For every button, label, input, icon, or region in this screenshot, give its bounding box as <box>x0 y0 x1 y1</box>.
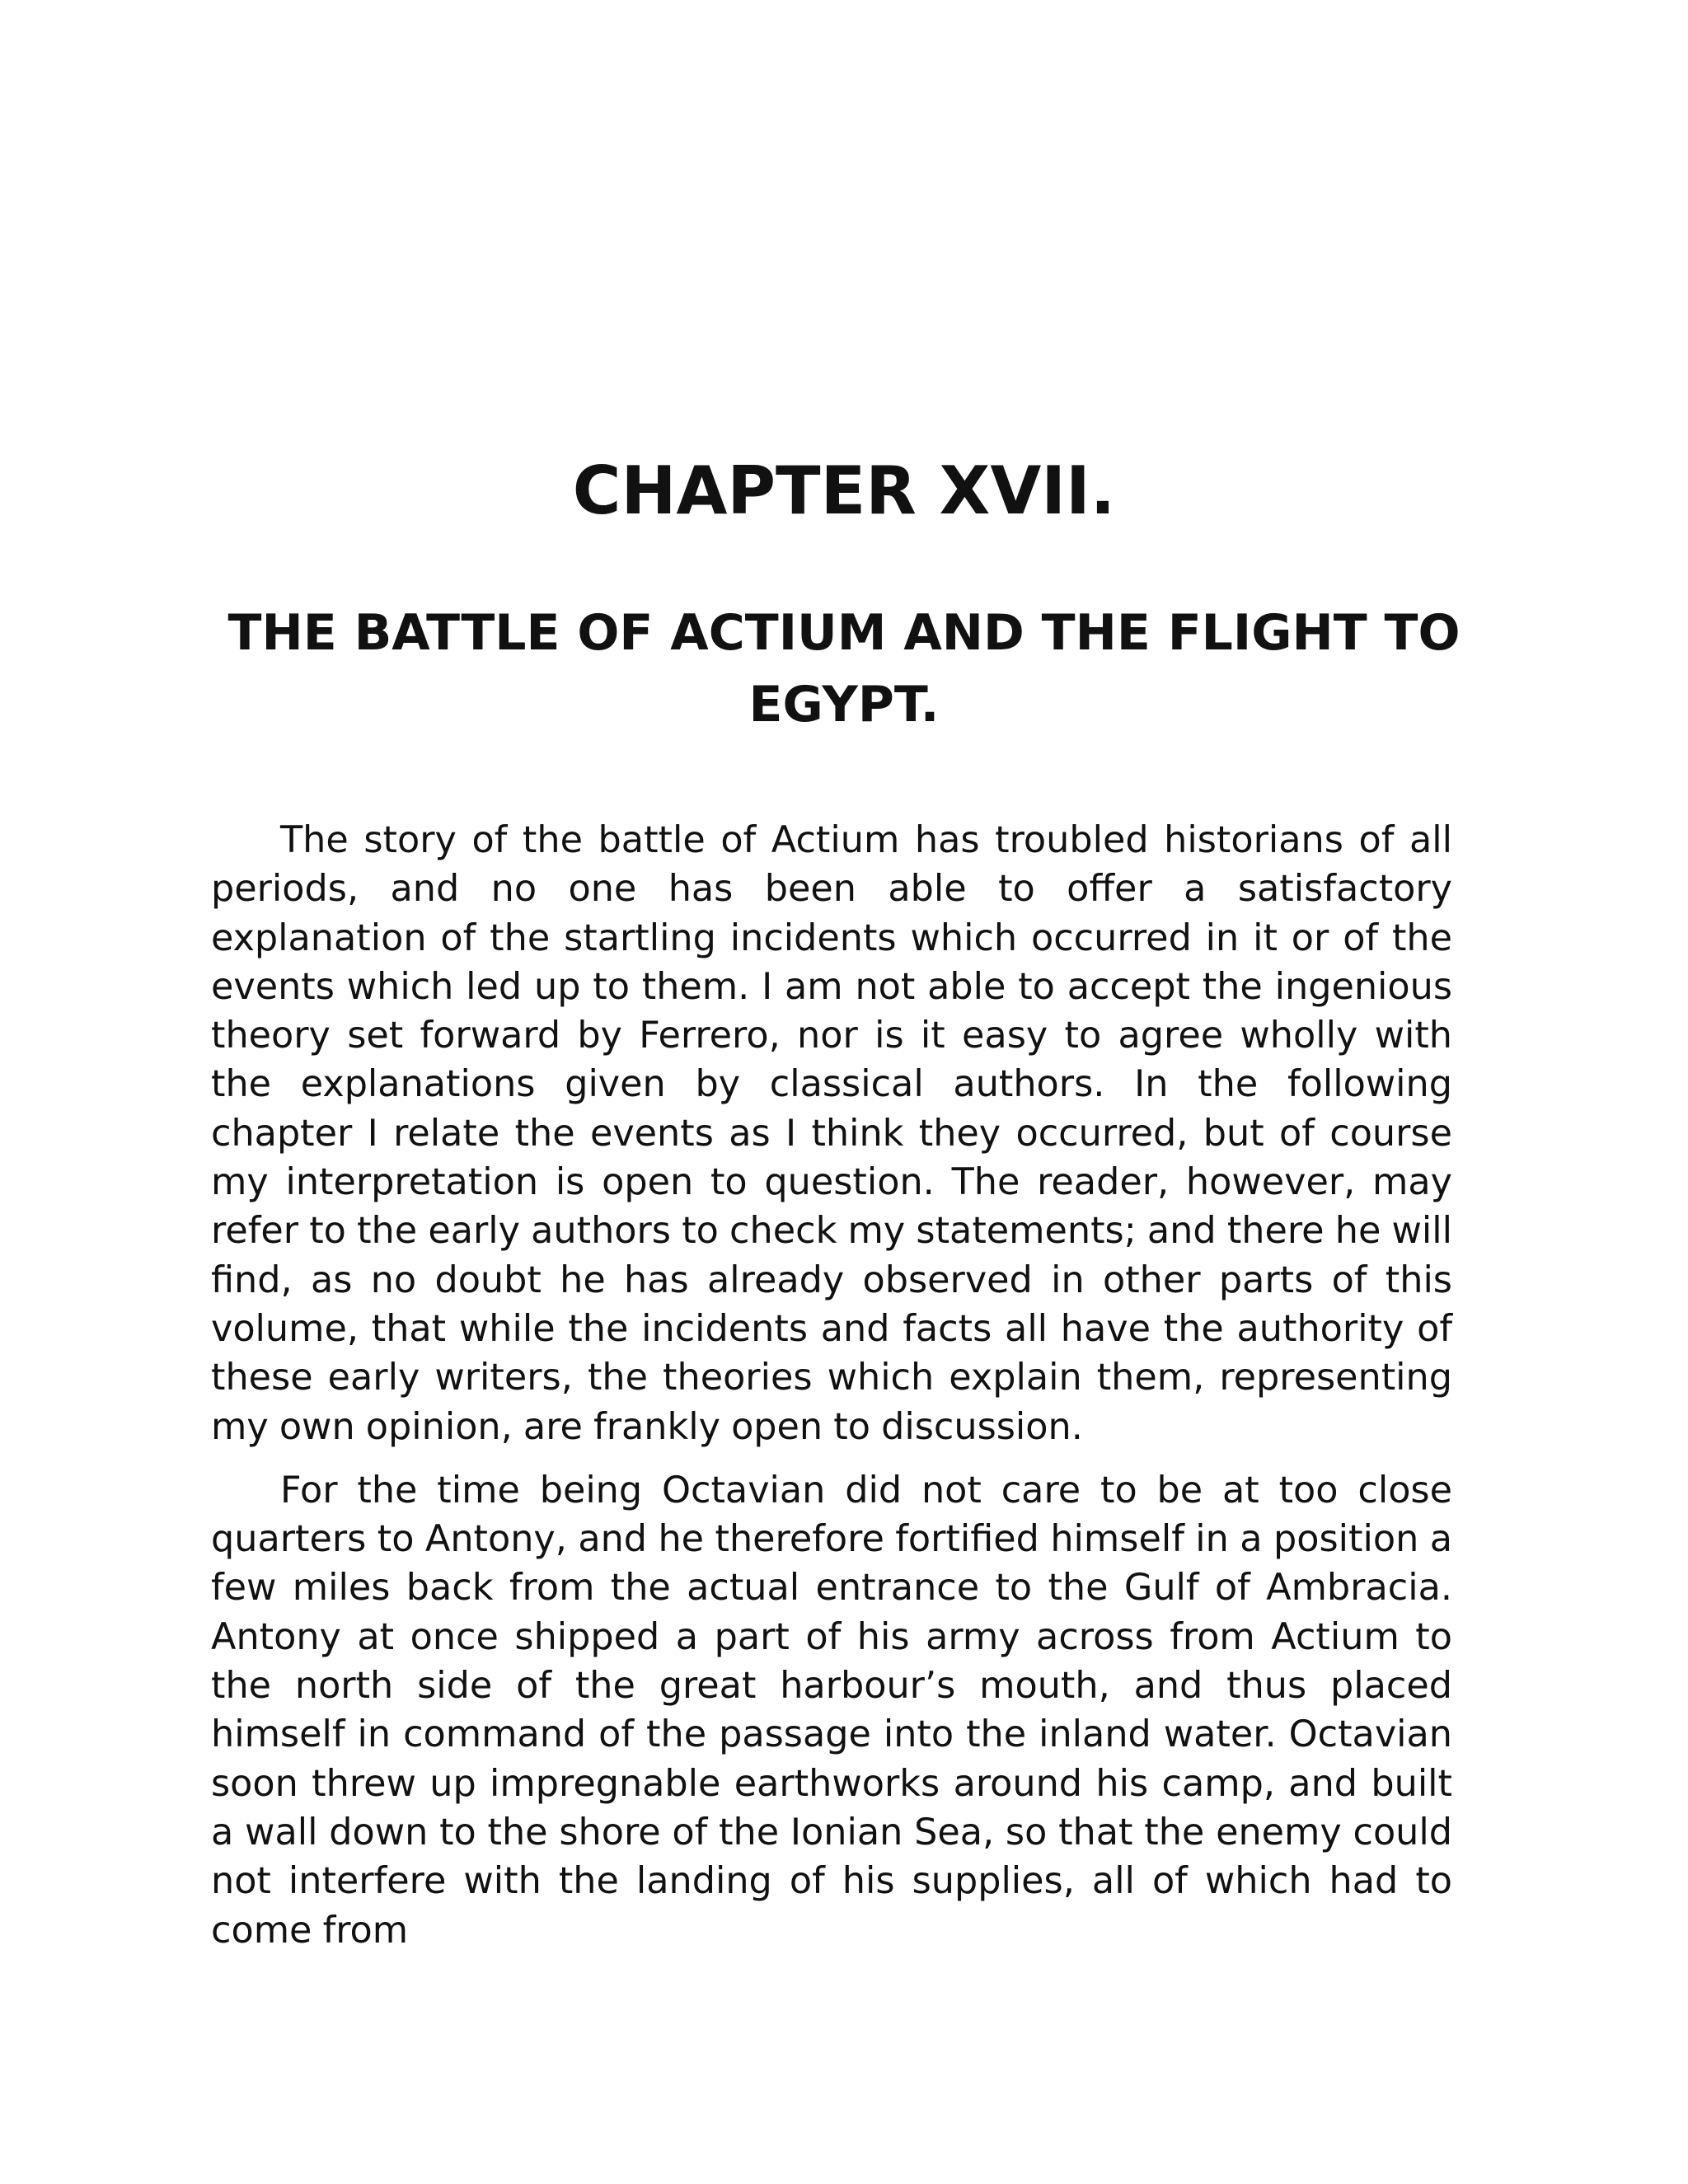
chapter-title: THE BATTLE OF ACTIUM AND THE FLIGHT TO EGYPT. <box>227 604 1461 733</box>
paragraph-2: For the time being Octavian did not care to be at too close quarters to Antony, and he therefore fortified himself in a position a few miles back from the actual entrance to the Gulf of Ambracia. Antony at once shipped a part of his army across from Actium to the north side of the great harbour’s mouth, and thus placed himself in command of the passage into the inland water. Octavian soon threw up impregnable earthworks around his camp, and built a wall down to the shore of the Ionian Sea, so that the enemy could not interfere with the landing of his supplies, all of which had to come from <box>211 1469 1452 1952</box>
paragraph-1: The story of the battle of Actium has troubled historians of all periods, and no one has been able to offer a satisfactory explanation of the startling incidents which occurred in it or of the events which led up to them. I am not able to accept the ingenious theory set forward by Ferrero, nor is it easy to agree wholly with the explanations given by classical authors. In the following chapter I relate the events as I think they occurred, but of course my interpretation is open to question. The reader, however, may refer to the early authors to check my statements; and there he will find, as no doubt he has already observed in other parts of this volume, that while the incidents and facts all have the authority of these early writers, the theories which explain them, representing my own opinion, are frankly open to discussion. <box>211 819 1452 1448</box>
chapter-body <box>211 816 1452 1970</box>
chapter-number: CHAPTER XVII. <box>572 452 1116 529</box>
